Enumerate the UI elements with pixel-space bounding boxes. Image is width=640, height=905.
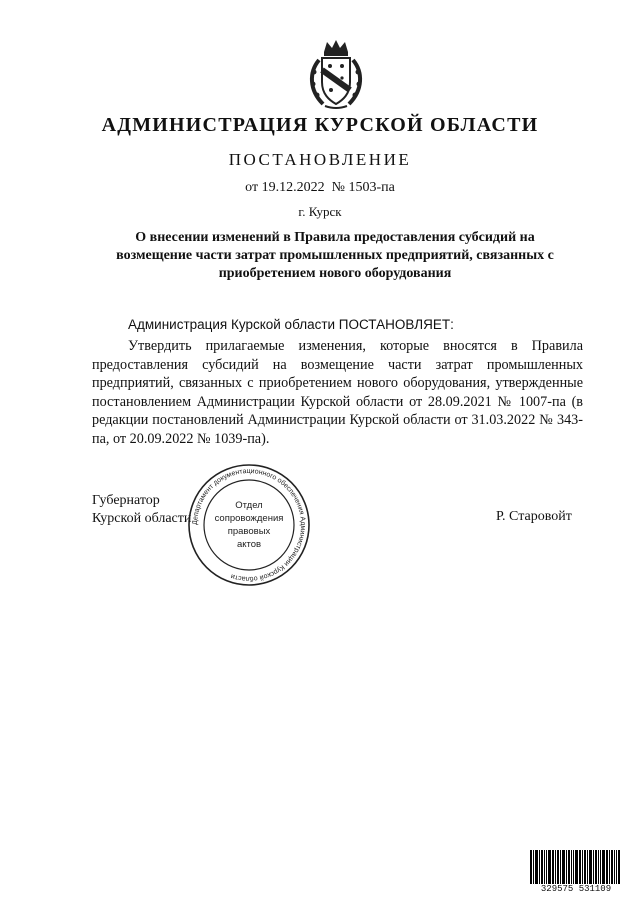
- stamp-ring-text: Департамент документационного обеспечения Администрации Курской области: [191, 467, 307, 583]
- date-and-number: от 19.12.2022 № 1503-па: [245, 180, 395, 195]
- signatory-position: [92, 492, 191, 528]
- barcode-number: 329575 531109: [540, 884, 612, 894]
- document-type: ПОСТАНОВЛЕНИЕ: [228, 150, 412, 169]
- stamp-line-3: правовых: [227, 526, 271, 537]
- organization-name: АДМИНИСТРАЦИЯ КУРСКОЙ ОБЛАСТИ: [101, 114, 539, 136]
- position-line-2: Курской области: [92, 511, 192, 526]
- place-of-issue: г. Курск: [298, 204, 342, 219]
- legal-department-stamp: [186, 462, 312, 588]
- stamp-line-2: сопровождения: [214, 513, 284, 524]
- decree-lead: Администрация Курской области ПОСТАНОВЛЯЕТ:: [128, 317, 454, 332]
- position-line-1: Губернатор: [92, 493, 160, 508]
- decree-paragraph: Утвердить прилагаемые изменения, которые вносятся в Правила предоставления субсидий на возмещение части затрат промышленных предприятий, связанных с приобретением нового оборудования, утвержденные постановлением Администрации Курской области от 28.09.2021 № 1007-па (в редакции постановлений Администрации Курской области от 31.03.2022 № 343-па, от 20.09.2022 № 1039-па).: [92, 338, 583, 447]
- barcode: [530, 850, 620, 884]
- coat-of-arms-icon: [305, 38, 367, 110]
- document-title: О внесении изменений в Правила предоставления субсидий на возмещение части затрат промышленных предприятий, связанных с приобретением нового оборудования: [116, 230, 554, 281]
- stamp-line-1: Отдел: [235, 500, 263, 511]
- signatory-name: Р. Старовойт: [496, 509, 572, 524]
- stamp-line-4: актов: [236, 539, 262, 550]
